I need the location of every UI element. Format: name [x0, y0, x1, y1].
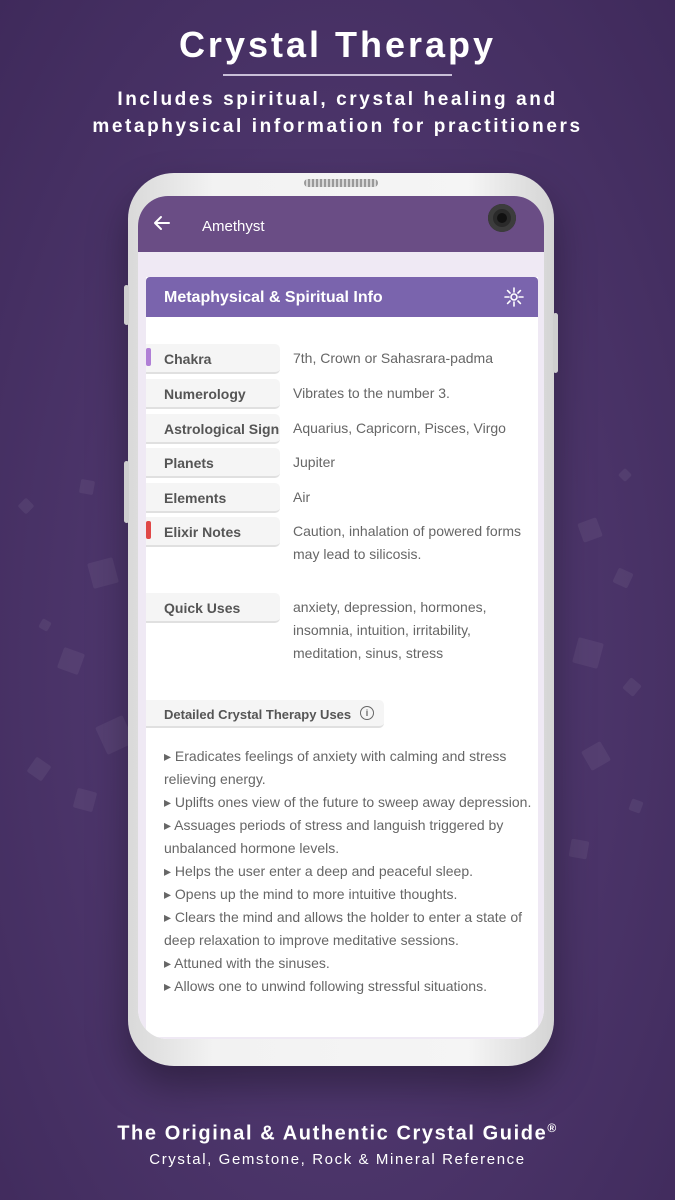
phone-screen	[138, 196, 544, 1039]
row-label-chakra	[146, 344, 280, 374]
list-item: ▸ Assuages periods of stress and languish triggered by	[164, 817, 504, 833]
arrow-left-icon[interactable]	[152, 213, 174, 235]
phone-side-button	[124, 285, 129, 325]
value-planets: Jupiter	[293, 454, 336, 470]
row-label-elixir-notes	[146, 517, 280, 547]
row-label-planets	[146, 448, 280, 478]
decor-square	[577, 517, 603, 543]
value-numerology: Vibrates to the number 3.	[293, 385, 450, 401]
label-text: Planets	[164, 455, 214, 471]
promo-subtitle	[40, 86, 635, 140]
list-item: ▸ Eradicates feelings of anxiety with calming and stress	[164, 748, 507, 764]
elixir-marker	[146, 521, 151, 539]
list-item: ▸ Opens up the mind to more intuitive thoughts.	[164, 886, 458, 902]
decor-square	[73, 788, 97, 812]
detailed-uses-list	[164, 745, 534, 998]
decor-square	[57, 647, 85, 675]
label-text: Elixir Notes	[164, 524, 242, 540]
list-item: ▸ Allows one to unwind following stressful situations.	[164, 978, 487, 994]
decor-square	[628, 798, 643, 813]
label-text: Astrological Sign	[164, 421, 280, 437]
value-line: meditation, sinus, stress	[293, 645, 444, 661]
decor-square	[612, 567, 633, 588]
decor-square	[581, 741, 611, 771]
card-title: Metaphysical & Spiritual Info	[164, 289, 383, 306]
row-label-elements	[146, 483, 280, 513]
metaphysical-card	[146, 277, 538, 1037]
decor-square	[18, 498, 35, 515]
phone-side-button	[553, 313, 558, 373]
value-line: anxiety, depression, hormones,	[293, 599, 487, 615]
decor-square	[622, 677, 642, 697]
value-chakra: 7th, Crown or Sahasrara-padma	[293, 350, 493, 366]
label-text: Numerology	[164, 386, 246, 402]
promo-subtitle-line: Includes spiritual, crystal healing and	[117, 89, 558, 110]
decor-square	[87, 557, 119, 589]
list-item: ▸ Uplifts ones view of the future to sweep away depression.	[164, 794, 532, 810]
content-area[interactable]	[138, 252, 544, 1039]
detailed-uses-label: Detailed Crystal Therapy Uses	[164, 707, 352, 722]
label-text: Quick Uses	[164, 600, 241, 616]
label-text: Elements	[164, 490, 227, 506]
footer-title-text: The Original & Authentic Crystal Guide	[117, 1122, 548, 1145]
phone-speaker	[304, 179, 378, 187]
value-elements: Air	[293, 489, 311, 505]
decor-square	[569, 839, 590, 860]
row-label-astrological-sign	[146, 414, 280, 444]
list-item: relieving energy.	[164, 771, 266, 787]
sparkle-icon[interactable]	[504, 287, 524, 307]
decor-square	[79, 479, 95, 495]
value-quick-uses	[293, 596, 533, 665]
phone-frame	[128, 173, 554, 1066]
registered-mark: ®	[547, 1121, 558, 1135]
list-item: ▸ Attuned with the sinuses.	[164, 955, 330, 971]
detailed-uses-header[interactable]	[146, 700, 384, 728]
value-line: may lead to silicosis.	[293, 546, 422, 562]
row-label-quick-uses	[146, 593, 280, 623]
value-line: Caution, inhalation of powered forms	[293, 523, 522, 539]
list-item: deep relaxation to improve meditative sessions.	[164, 932, 459, 948]
screen-title: Amethyst	[202, 218, 265, 235]
decor-square	[618, 468, 632, 482]
list-item: unbalanced hormone levels.	[164, 840, 340, 856]
promo-footer-subtitle: Crystal, Gemstone, Rock & Mineral Reference	[149, 1151, 526, 1168]
list-item: ▸ Helps the user enter a deep and peaceful sleep.	[164, 863, 474, 879]
title-divider	[223, 74, 452, 76]
row-label-numerology	[146, 379, 280, 409]
app-bar	[138, 196, 544, 252]
value-elixir-notes	[293, 520, 533, 566]
value-astrological-sign: Aquarius, Capricorn, Pisces, Virgo	[293, 420, 506, 436]
decor-square	[572, 637, 604, 669]
promo-subtitle-line: metaphysical information for practitioners	[92, 116, 583, 137]
card-header	[146, 277, 538, 317]
front-camera	[488, 204, 516, 232]
promo-title: Crystal Therapy	[178, 24, 497, 65]
decor-square	[38, 618, 52, 632]
decor-square	[26, 756, 51, 781]
promo-footer-title	[0, 1121, 675, 1146]
chakra-marker	[146, 348, 151, 366]
label-text: Chakra	[164, 351, 212, 367]
list-item: ▸ Clears the mind and allows the holder to enter a state of	[164, 909, 523, 925]
phone-side-button	[124, 461, 129, 523]
info-icon[interactable]: i	[360, 706, 374, 720]
value-line: insomnia, intuition, irritability,	[293, 622, 471, 638]
